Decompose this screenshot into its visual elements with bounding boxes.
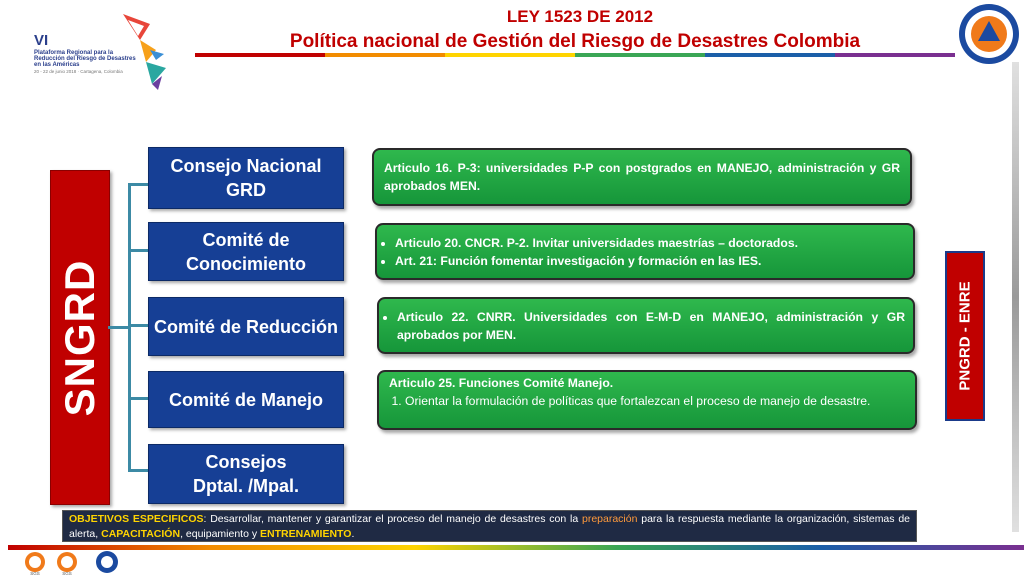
objectives-box	[62, 510, 917, 542]
objectives-text: : Desarrollar, mantener y garantizar el proceso del manejo de desastres con la	[203, 513, 582, 525]
connector-line	[128, 249, 149, 252]
logo-number: VI	[34, 32, 49, 49]
committee-box-reduccion	[148, 297, 344, 356]
connector-line	[108, 326, 128, 329]
logo-subtitle: Plataforma Regional para la Reducción del Riesgo de Desastres en las Américas	[34, 50, 136, 69]
footer-certification-logos	[22, 550, 142, 576]
right-edge-bar	[1012, 62, 1019, 532]
article-20-box	[375, 223, 915, 280]
article-20-item: • Articulo 20. CNCR. P-2. Invitar universidades maestrías – doctorados.	[395, 234, 907, 252]
committee-label: Consejo Nacional GRD	[170, 156, 322, 200]
pngrd-enre-block	[945, 251, 985, 421]
objectives-lead: OBJETIVOS ESPECIFICOS	[69, 513, 204, 525]
pngrd-enre-label: PNGRD - ENRE	[956, 281, 974, 391]
connector-line	[128, 469, 149, 472]
connector-line	[128, 183, 149, 186]
committee-label: Comité de Reducción	[153, 316, 339, 337]
sngrd-label: SNGRD	[56, 259, 103, 416]
footer-logo-label: SGS	[30, 571, 40, 576]
civil-defense-seal	[958, 3, 1020, 65]
objectives-text: .	[351, 528, 355, 540]
article-22-item: • Articulo 22. CNRR. Universidades con E-M-D en MANEJO, administración y GR aprobados por MEN.	[397, 308, 905, 344]
objectives-text: para la respuesta mediante la organización, sistemas de alerta,	[69, 513, 910, 540]
article-16-text: Articulo 16. P-3: universidades P-P con postgrados en MANEJO, administración y GR aprobados MEN.	[384, 161, 900, 193]
connector-line	[128, 397, 149, 400]
objectives-entrenamiento: ENTRENAMIENTO	[260, 528, 352, 540]
objectives-preparacion: preparación	[581, 513, 638, 525]
committee-label-line1: Consejos	[205, 452, 287, 472]
article-16-box	[372, 148, 912, 206]
objectives-capacitacion: CAPACITACIÓN	[101, 528, 181, 540]
article-22-box	[377, 297, 915, 354]
article-25-title: Articulo 25. Funciones Comité Manejo.	[389, 376, 614, 390]
logo-dates: 20 - 22 de junio 2018 · Cartagena, Colombia	[34, 69, 123, 74]
footer-color-bar	[8, 545, 1024, 550]
committee-label: Comité de Conocimiento	[186, 229, 306, 274]
connector-line	[128, 183, 131, 472]
article-25-box	[377, 370, 917, 430]
header-color-bar	[195, 53, 955, 57]
sngrd-block	[50, 170, 110, 505]
policy-title: Política nacional de Gestión del Riesgo de Desastres Colombia	[289, 31, 861, 52]
committee-box-conocimiento	[148, 222, 344, 281]
committee-box-manejo	[148, 371, 344, 428]
footer-logo-label: SGS	[62, 571, 72, 576]
article-25-item: 1. Orientar la formulación de políticas que fortalezcan el proceso de manejo de desastre.	[405, 392, 905, 410]
article-21-item: • Art. 21: Función fomentar investigación y formación en las IES.	[395, 252, 907, 270]
committee-box-consejo-nacional	[148, 147, 344, 209]
committee-label-line2: Dptal. /Mpal.	[192, 476, 299, 496]
law-title: LEY 1523 DE 2012	[506, 7, 654, 26]
committee-box-consejos	[148, 444, 344, 504]
committee-label: Comité de Manejo	[168, 389, 324, 410]
objectives-text: , equipamiento y	[180, 528, 261, 540]
connector-line	[128, 324, 149, 327]
